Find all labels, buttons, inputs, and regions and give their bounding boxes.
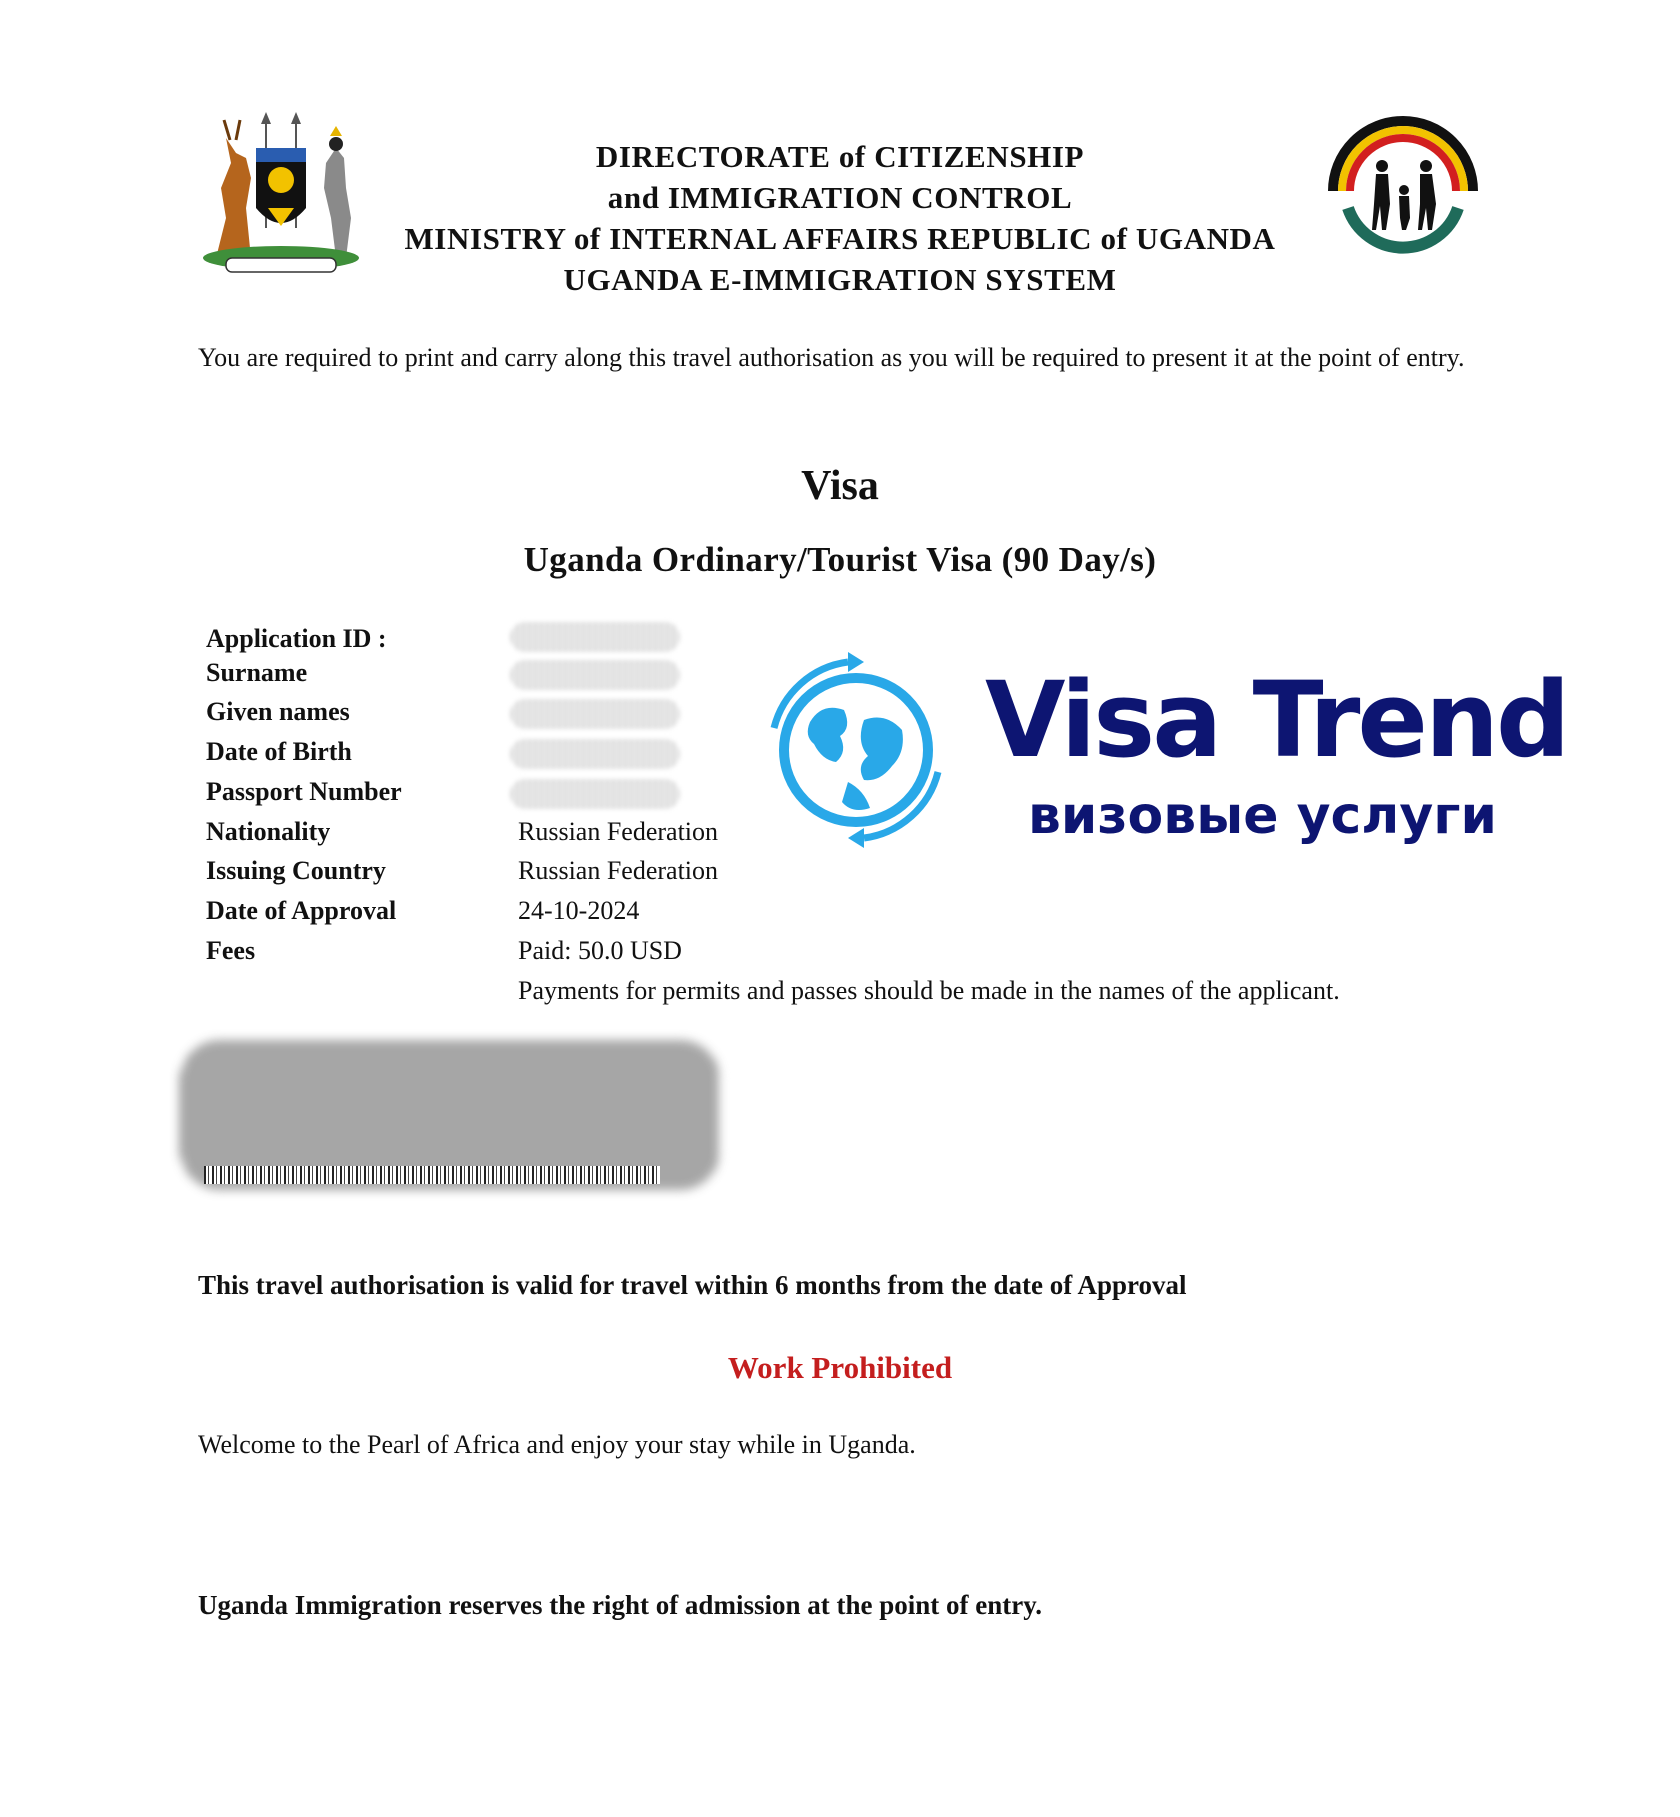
application-id-redacted <box>510 622 680 652</box>
watermark-title: Visa Trend <box>985 659 1568 781</box>
work-status: Work Prohibited <box>727 1350 953 1385</box>
validity-statement: This travel authorisation is valid for travel within 6 months from the date of Approval <box>198 1270 1187 1300</box>
passport-number-label: Passport Number <box>206 777 402 806</box>
barcode-stripes <box>204 1166 660 1184</box>
document-title: Visa <box>801 463 879 509</box>
watermark-subtitle: визовые услуги <box>1028 786 1497 846</box>
date-of-birth-label: Date of Birth <box>206 737 352 766</box>
given-names-redacted <box>510 699 680 729</box>
payment-note: Payments for permits and passes should be made in the names of the applicant. <box>518 976 1340 1005</box>
admission-reservation: Uganda Immigration reserves the right of admission at the point of entry. <box>198 1590 1042 1620</box>
issuing-country-label: Issuing Country <box>206 856 386 885</box>
date-of-birth-redacted <box>510 739 680 769</box>
given-names-label: Given names <box>206 697 350 726</box>
nationality-label: Nationality <box>206 817 331 846</box>
date-of-approval-value: 24-10-2024 <box>518 896 640 925</box>
intro-instruction: You are required to print and carry along this travel authorisation as you will be required to present it at the point of entry. <box>198 343 1465 372</box>
nationality-value: Russian Federation <box>518 817 719 846</box>
issuing-country-value: Russian Federation <box>518 856 719 885</box>
header-ministry: MINISTRY of INTERNAL AFFAIRS REPUBLIC of UGANDA <box>404 221 1276 256</box>
welcome-message: Welcome to the Pearl of Africa and enjoy your stay while in Uganda. <box>198 1430 916 1459</box>
uganda-coat-of-arms-icon <box>196 108 366 280</box>
header-block <box>360 136 1320 300</box>
header-directorate: DIRECTORATE of CITIZENSHIP <box>595 139 1085 174</box>
header-immigration-control: and IMMIGRATION CONTROL <box>607 180 1073 215</box>
surname-redacted <box>510 660 680 690</box>
immigration-uganda-logo-icon <box>1320 108 1486 274</box>
passport-number-redacted <box>510 779 680 809</box>
globe-refresh-icon <box>752 632 960 868</box>
surname-label: Surname <box>206 658 308 687</box>
fees-value: Paid: 50.0 USD <box>518 936 682 965</box>
application-id-label: Application ID : <box>206 624 387 653</box>
header-system: UGANDA E-IMMIGRATION SYSTEM <box>563 262 1117 297</box>
visa-type-subtitle: Uganda Ordinary/Tourist Visa (90 Day/s) <box>523 540 1157 579</box>
date-of-approval-label: Date of Approval <box>206 896 397 925</box>
fees-label: Fees <box>206 936 256 965</box>
